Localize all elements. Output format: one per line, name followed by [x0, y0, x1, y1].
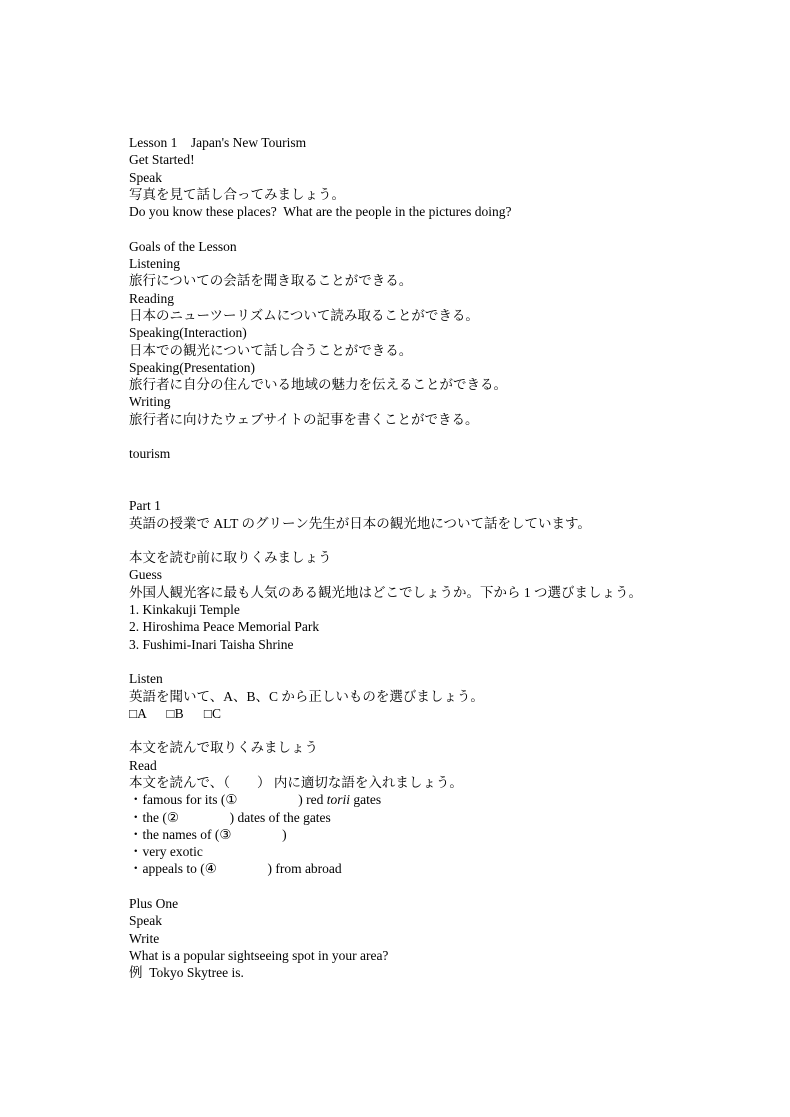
read-bullet-5 [129, 860, 739, 877]
text-segment: 写真を見て話し合ってみましょう。 [129, 186, 345, 202]
text-segment: ・the names of (③ ) [129, 826, 287, 842]
pre-read-heading-jp [129, 549, 739, 566]
text-segment: Listening [129, 256, 180, 272]
text-segment: 1. Kinkakuji Temple [129, 602, 240, 618]
reading-goal-jp [129, 307, 739, 324]
text-segment: 外国人観光客に最も人気のある観光地はどこでしょうか。下から 1 つ選びましょう。 [129, 584, 642, 600]
text-segment: ・famous for its (① ) red [129, 792, 327, 808]
text-segment: gates [349, 792, 382, 808]
speaking-interaction-goal-jp [129, 342, 739, 359]
writing-label [129, 393, 739, 410]
text-segment: Speaking(Interaction) [129, 325, 247, 341]
text-segment: 本文を読んで取りくみましょう [129, 740, 318, 756]
text-segment: 例 Tokyo Skytree is. [129, 965, 244, 981]
goals-heading [129, 238, 739, 255]
listening-label [129, 255, 739, 272]
writing-goal-jp [129, 411, 739, 428]
blank-line [129, 878, 739, 895]
italic-text: torii [326, 792, 350, 808]
blank-line [129, 480, 739, 497]
read-label [129, 757, 739, 774]
text-segment: Write [129, 930, 160, 946]
blank-line [129, 722, 739, 739]
text-segment: ・very exotic [129, 844, 203, 860]
read-bullet-4 [129, 843, 739, 860]
guess-instruction-jp [129, 584, 739, 601]
blank-line [129, 653, 739, 670]
blank-line [129, 463, 739, 480]
text-segment: 旅行者に向けたウェブサイトの記事を書くことができる。 [129, 411, 479, 427]
speaking-presentation-label [129, 359, 739, 376]
text-segment: 英語を聞いて、A、B、C から正しいものを選びましょう。 [129, 688, 484, 704]
reading-label [129, 290, 739, 307]
blank-line [129, 428, 739, 445]
plus-one-heading [129, 895, 739, 912]
plus-one-write-label [129, 930, 739, 947]
text-segment: 本文を読む前に取りくみましょう [129, 550, 332, 566]
read-bullet-2 [129, 809, 739, 826]
text-segment: Do you know these places? What are the people in the pictures doing? [129, 204, 512, 220]
text-segment: Plus One [129, 896, 179, 912]
listen-checkboxes [129, 705, 739, 722]
text-segment: 3. Fushimi-Inari Taisha Shrine [129, 636, 294, 652]
text-segment: Listen [129, 671, 163, 687]
text-segment: Part 1 [129, 498, 161, 514]
text-segment: 2. Hiroshima Peace Memorial Park [129, 619, 320, 635]
blank-line [129, 532, 739, 549]
text-segment: ・appeals to (④ ) from abroad [129, 861, 342, 877]
text-segment: What is a popular sightseeing spot in your area? [129, 947, 389, 963]
text-segment: 日本での観光について話し合うことができる。 [129, 342, 413, 358]
read-section-heading-jp [129, 739, 739, 756]
example-answer [129, 964, 739, 981]
guess-option-3 [129, 636, 739, 653]
blank-line [129, 220, 739, 237]
text-segment: 旅行者に自分の住んでいる地域の魅力を伝えることができる。 [129, 377, 507, 393]
speak-question-en [129, 203, 739, 220]
text-segment: Speaking(Presentation) [129, 359, 255, 375]
read-instruction-jp [129, 774, 739, 791]
lesson-title [129, 134, 739, 151]
part1-intro-jp [129, 515, 739, 532]
text-segment: Writing [129, 394, 171, 410]
read-bullet-3 [129, 826, 739, 843]
text-segment: 旅行についての会話を聞き取ることができる。 [129, 273, 413, 289]
plus-one-question [129, 947, 739, 964]
text-segment: Goals of the Lesson [129, 238, 237, 254]
text-segment: Speak [129, 169, 162, 185]
text-segment: Get Started! [129, 152, 195, 168]
speak-label [129, 169, 739, 186]
text-segment: Lesson 1 Japan's New Tourism [129, 135, 307, 150]
guess-label [129, 566, 739, 583]
text-segment: □A □B □C [129, 705, 221, 721]
text-segment: 本文を読んで、（ ） 内に適切な語を入れましょう。 [129, 774, 463, 790]
listen-label [129, 670, 739, 687]
document-text-content [129, 134, 739, 982]
text-segment: 日本のニューツーリズムについて読み取ることができる。 [129, 307, 479, 323]
text-segment: Reading [129, 290, 174, 306]
keyword-tourism [129, 445, 739, 462]
speaking-presentation-goal-jp [129, 376, 739, 393]
text-segment: tourism [129, 446, 171, 462]
get-started-heading [129, 151, 739, 168]
guess-option-2 [129, 618, 739, 635]
speak-instruction-jp [129, 186, 739, 203]
text-segment: 英語の授業で ALT のグリーン先生が日本の観光地について話をしています。 [129, 515, 591, 531]
text-segment: Read [129, 757, 157, 773]
plus-one-speak-label [129, 912, 739, 929]
text-segment: ・the (② ) dates of the gates [129, 809, 331, 825]
text-segment: Guess [129, 567, 162, 583]
text-segment: Speak [129, 913, 162, 929]
part1-heading [129, 497, 739, 514]
guess-option-1 [129, 601, 739, 618]
listen-instruction-jp [129, 688, 739, 705]
listening-goal-jp [129, 272, 739, 289]
speaking-interaction-label [129, 324, 739, 341]
read-bullet-1 [129, 791, 739, 808]
